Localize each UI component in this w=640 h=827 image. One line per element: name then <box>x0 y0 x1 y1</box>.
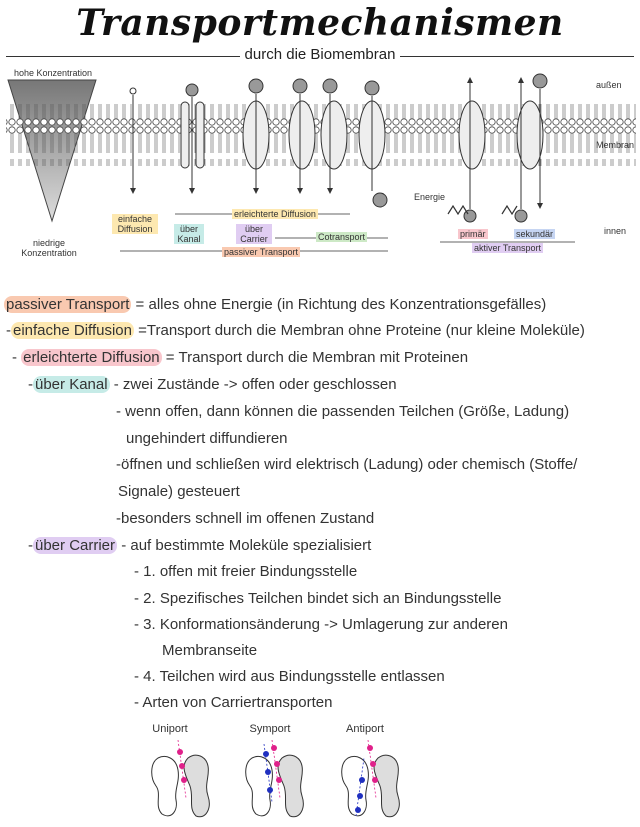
note-3-prefix: - <box>12 349 22 366</box>
term-ueber-kanal: über Kanal <box>35 376 108 393</box>
label-energie: Energie <box>414 192 446 202</box>
note-4-text: - zwei Zustände -> offen oder geschlossen <box>109 376 397 393</box>
antiport-carrier <box>342 740 400 817</box>
label-niedrige-line-2: Konzentration <box>21 248 77 258</box>
molecule-small <box>130 88 136 94</box>
carrier-protein-1 <box>243 79 269 194</box>
label-passiver-transport: passiver Transport <box>224 247 299 257</box>
note-2-text: =Transport durch die Membran ohne Proteine (nur kleine Moleküle) <box>133 322 585 339</box>
note-line-10 <box>28 537 371 555</box>
subtitle-text: durch die Biomembran <box>240 46 401 63</box>
carrier-types-illustration <box>140 718 440 823</box>
note-10-text: - auf bestimmte Moleküle spezialisiert <box>117 537 372 554</box>
label-membran: Membran <box>596 140 635 150</box>
carrier-protein-2 <box>289 79 315 194</box>
membrane-diagram <box>0 66 640 266</box>
term-passiver-transport: passiver Transport <box>6 296 130 313</box>
label-aktiver-transport: aktiver Transport <box>474 243 542 253</box>
note-line-1 <box>4 296 546 314</box>
note-line-5: - wenn offen, dann können die passenden Teilchen (Größe, Ladung) <box>116 403 570 420</box>
note-10-prefix: - <box>28 537 33 554</box>
term-erleichterte-diffusion: erleichterte Diffusion <box>23 349 160 366</box>
label-ueber-carrier <box>236 224 272 244</box>
note-line-6: ungehindert diffundieren <box>126 430 288 447</box>
symport-carrier <box>246 740 304 817</box>
label-hohe-konzentration: hohe Konzentration <box>14 68 93 78</box>
note-line-8: Signale) gesteuert <box>118 483 240 500</box>
note-line-11: - 1. offen mit freier Bindungsstelle <box>134 563 358 580</box>
label-einfache-line-1: einfache <box>117 214 153 224</box>
uniport-carrier <box>152 740 210 817</box>
note-line-4 <box>28 376 397 394</box>
note-line-2 <box>6 322 585 340</box>
label-kanal-line-1: über <box>179 224 198 234</box>
label-carrier-line-2: Carrier <box>240 234 268 244</box>
note-line-13: - 3. Konformationsänderung -> Umlagerung zur anderen <box>134 616 508 633</box>
term-ueber-carrier: über Carrier <box>35 537 116 554</box>
note-line-16: - Arten von Carriertransporten <box>134 694 333 711</box>
carrier-protein-4 <box>359 81 387 207</box>
label-niedrige-line-1: niedrige <box>32 238 66 248</box>
note-4-prefix: - <box>28 376 33 393</box>
label-kanal-line-2: Kanal <box>177 234 201 244</box>
page-title: Transportmechanismen <box>76 2 564 44</box>
note-line-12: - 2. Spezifisches Teilchen bindet sich an Bindungsstelle <box>134 590 502 607</box>
label-symport: Symport <box>249 723 291 735</box>
subtitle <box>0 46 640 63</box>
label-primaer: primär <box>460 229 486 239</box>
note-1-text: = alles ohne Energie (in Richtung des Konzentrationsgefälles) <box>131 296 547 313</box>
note-3-text: = Transport durch die Membran mit Proteinen <box>161 349 469 366</box>
note-2-prefix: - <box>6 322 11 339</box>
label-antiport: Antiport <box>346 723 384 735</box>
label-aussen: außen <box>596 80 622 90</box>
label-sekundaer: sekundär <box>516 229 554 239</box>
label-cotransport: Cotransport <box>318 232 366 242</box>
label-niedrige-konzentration <box>14 238 84 258</box>
label-erleichterte-diffusion: erleichterte Diffusion <box>234 209 316 219</box>
label-uniport: Uniport <box>152 723 188 735</box>
note-line-14: Membranseite <box>162 642 258 659</box>
label-innen: innen <box>604 226 627 236</box>
carrier-protein-3 <box>321 79 347 194</box>
term-einfache-diffusion: einfache Diffusion <box>13 322 132 339</box>
label-einfache-line-2: Diffusion <box>117 224 153 234</box>
note-line-9: -besonders schnell im offenen Zustand <box>116 510 375 527</box>
subtitle-row <box>0 46 640 66</box>
label-carrier-line-1: über <box>244 224 263 234</box>
note-line-7: -öffnen und schließen wird elektrisch (Ladung) oder chemisch (Stoffe/ <box>116 456 578 473</box>
label-ueber-kanal <box>174 224 204 244</box>
note-line-15: - 4. Teilchen wird aus Bindungsstelle entlassen <box>134 668 445 685</box>
molecule-channel <box>186 84 198 96</box>
note-line-3 <box>12 349 468 367</box>
label-einfache-diffusion <box>112 214 158 234</box>
